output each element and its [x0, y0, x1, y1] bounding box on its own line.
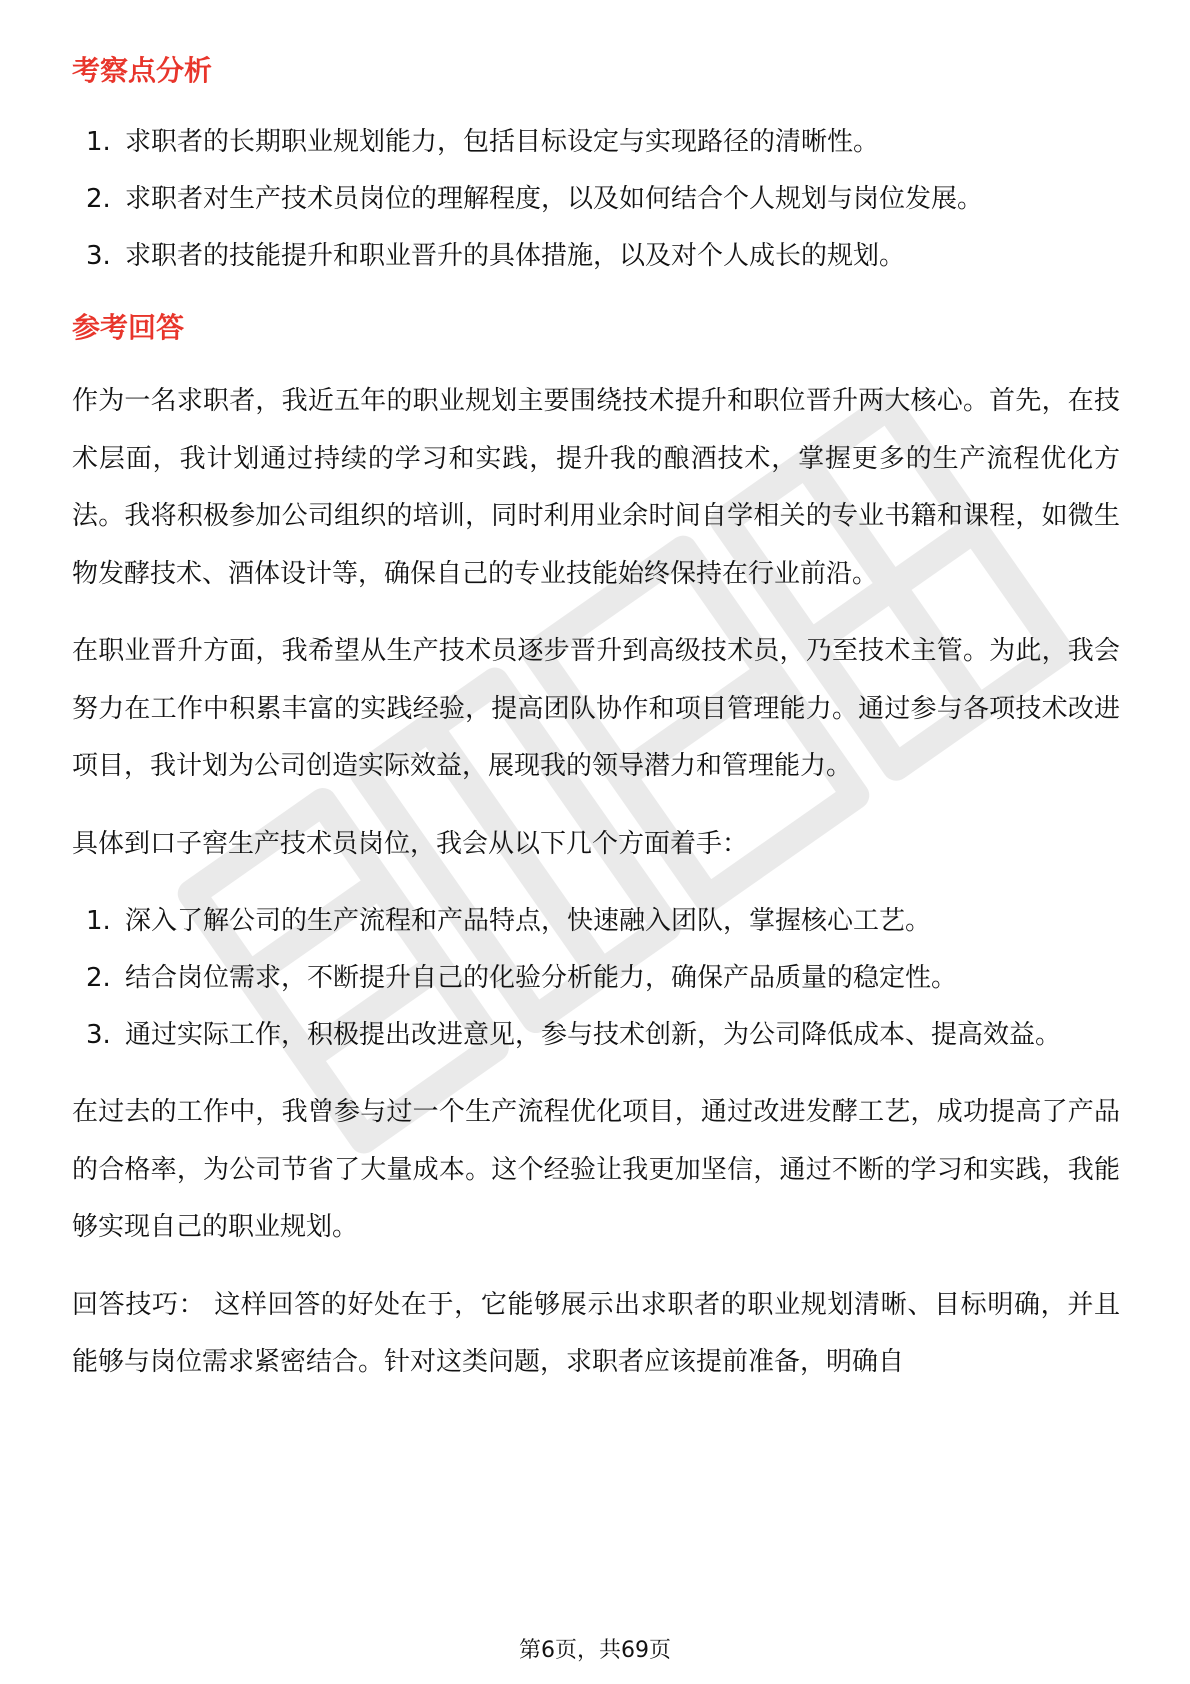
answer-paragraph-4: 在过去的工作中，我曾参与过一个生产流程优化项目，通过改进发酵工艺，成功提高了产品的合格率，为公司节省了大量成本。这个经验让我更加坚信，通过不断的学习和实践，我能够实现自己的职业规划。 [72, 1097, 1120, 1242]
list-number: 2. [86, 184, 111, 214]
answer-paragraph-1: 作为一名求职者，我近五年的职业规划主要围绕技术提升和职位晋升两大核心。首先，在技术层面，我计划通过持续的学习和实践，提升我的酿酒技术，掌握更多的生产流程优化方法。我将积极参加公司组织的培训，同时利用业余时间自学相关的专业书籍和课程，如微生物发酵技术、酒体设计等，确保自己的专业技能始终保持在行业前沿。 [72, 386, 1120, 589]
list-number: 3. [86, 1020, 111, 1050]
answer-paragraph-3: 具体到口子窖生产技术员岗位，我会从以下几个方面着手： [72, 828, 749, 859]
list-item [72, 950, 1120, 1007]
list-item-text: 通过实际工作，积极提出改进意见，参与技术创新，为公司降低成本、提高效益。 [125, 1020, 1062, 1050]
list-number: 1. [86, 906, 111, 936]
list-number: 2. [86, 963, 111, 993]
list-item-text: 深入了解公司的生产流程和产品特点，快速融入团队，掌握核心工艺。 [125, 906, 932, 936]
section-title-answer: 参考回答 [72, 311, 185, 344]
answer-list [72, 893, 1120, 1064]
list-item [72, 171, 1120, 228]
list-item [72, 1007, 1120, 1064]
list-item [72, 114, 1120, 171]
list-item [72, 893, 1120, 950]
analysis-list [72, 114, 1120, 285]
list-item-text: 求职者的长期职业规划能力，包括目标设定与实现路径的清晰性。 [125, 127, 880, 157]
list-item-text: 结合岗位需求，不断提升自己的化验分析能力，确保产品质量的稳定性。 [125, 963, 958, 993]
list-number: 1. [86, 127, 111, 157]
list-number: 3. [86, 241, 111, 271]
list-item-text: 求职者对生产技术员岗位的理解程度，以及如何结合个人规划与岗位发展。 [125, 184, 984, 214]
section-title-analysis: 考察点分析 [72, 54, 213, 87]
main-content [72, 50, 1120, 1392]
answer-paragraph-2: 在职业晋升方面，我希望从生产技术员逐步晋升到高级技术员，乃至技术主管。为此，我会努力在工作中积累丰富的实践经验，提高团队协作和项目管理能力。通过参与各项技术改进项目，我计划为公司创造实际效益，展现我的领导潜力和管理能力。 [72, 636, 1120, 781]
list-item [72, 228, 1120, 285]
list-item-text: 求职者的技能提升和职业晋升的具体措施，以及对个人成长的规划。 [125, 241, 906, 271]
page-footer: 第6页，共69页 [519, 1638, 671, 1663]
answer-tips-paragraph: 回答技巧： 这样回答的好处在于，它能够展示出求职者的职业规划清晰、目标明确，并且能够与岗位需求紧密结合。针对这类问题，求职者应该提前准备，明确自 [72, 1289, 1120, 1377]
